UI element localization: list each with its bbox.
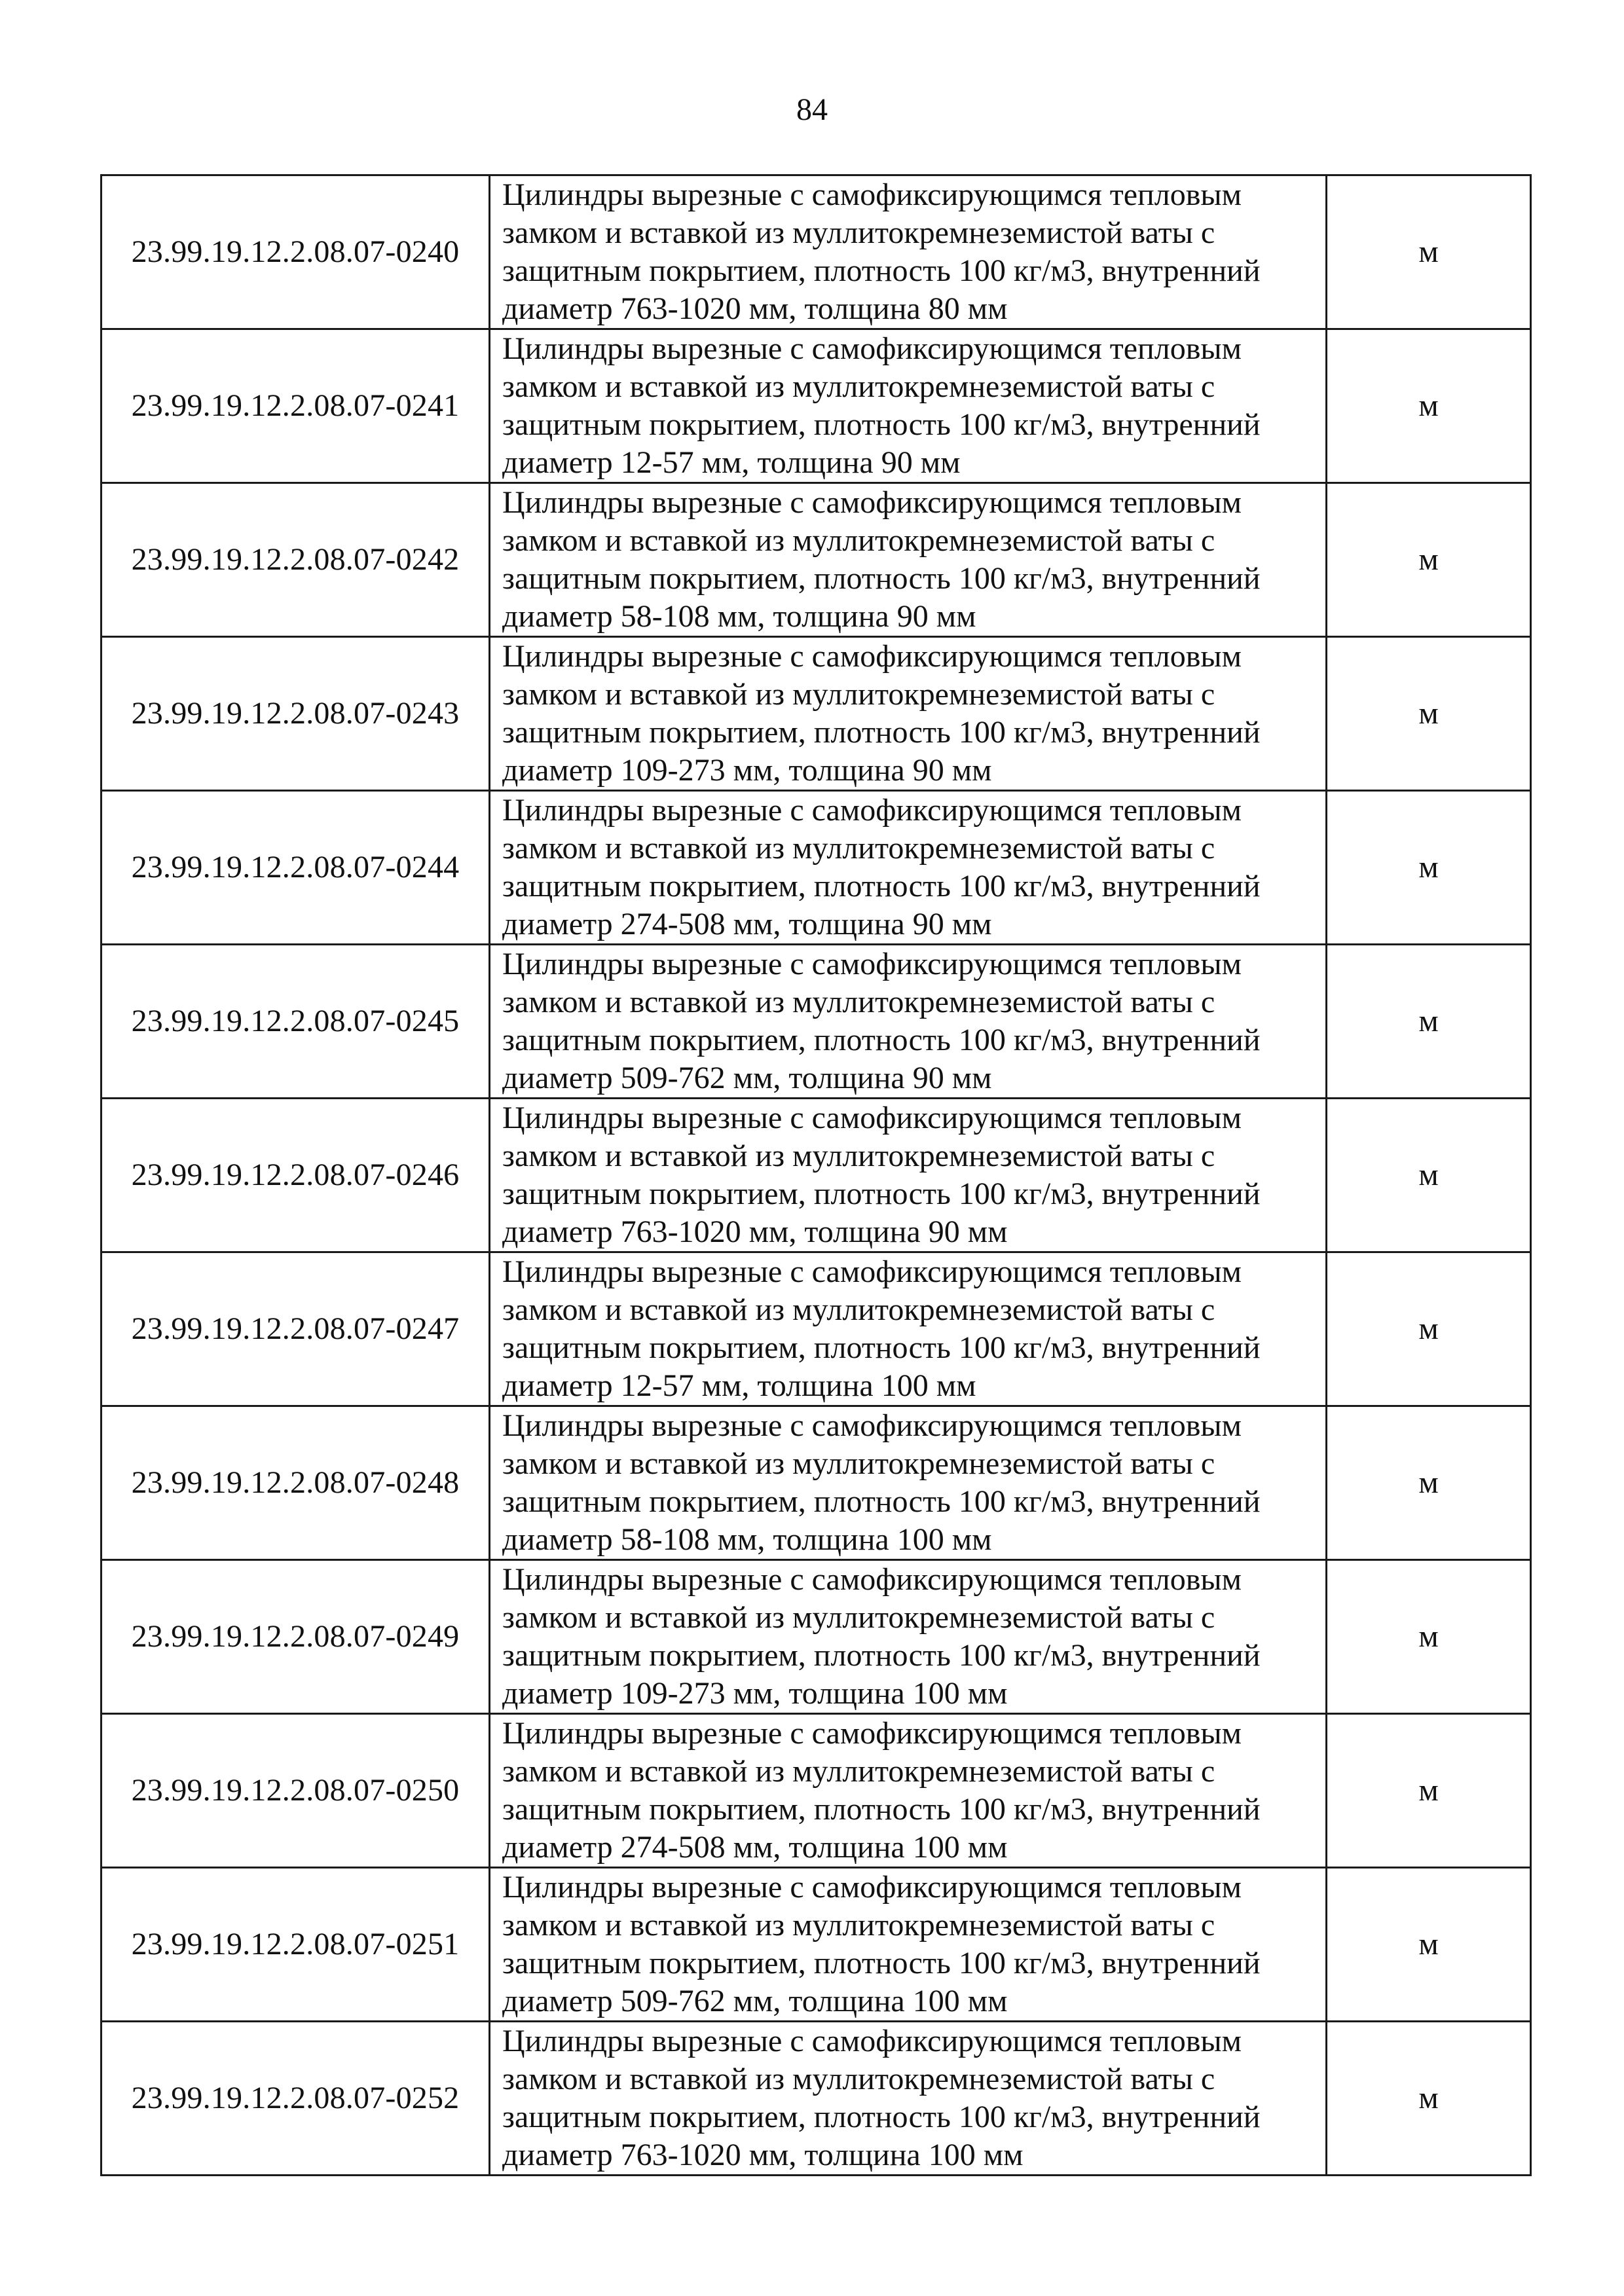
- description-line: Цилиндры вырезные с самофиксирующимся тепловым: [502, 639, 1242, 674]
- resource-code: 23.99.19.12.2.08.07-0242: [101, 483, 490, 637]
- description-line: замком и вставкой из муллитокремнеземистой ваты с: [502, 1600, 1215, 1635]
- description-line: замком и вставкой из муллитокремнеземистой ваты с: [502, 1446, 1215, 1481]
- description-line: диаметр 763-1020 мм, толщина 100 мм: [502, 2138, 1024, 2172]
- resource-code: 23.99.19.12.2.08.07-0241: [101, 329, 490, 483]
- description-line: Цилиндры вырезные с самофиксирующимся тепловым: [502, 947, 1242, 981]
- resource-description: [490, 175, 1327, 329]
- description-line: защитным покрытием, плотность 100 кг/м3, внутренний: [502, 253, 1261, 288]
- unit-of-measure: м: [1327, 791, 1531, 945]
- table-row: [101, 2022, 1531, 2176]
- description-line: защитным покрытием, плотность 100 кг/м3, внутренний: [502, 1484, 1261, 1519]
- description-line: Цилиндры вырезные с самофиксирующимся тепловым: [502, 2024, 1242, 2058]
- description-line: диаметр 509-762 мм, толщина 100 мм: [502, 1984, 1008, 2018]
- description-line: Цилиндры вырезные с самофиксирующимся тепловым: [502, 1870, 1242, 1904]
- resource-code: 23.99.19.12.2.08.07-0248: [101, 1406, 490, 1560]
- description-line: замком и вставкой из муллитокремнеземистой ваты с: [502, 831, 1215, 866]
- description-line: защитным покрытием, плотность 100 кг/м3, внутренний: [502, 1176, 1261, 1211]
- resource-description: [490, 1252, 1327, 1406]
- table-row: [101, 1868, 1531, 2022]
- description-line: Цилиндры вырезные с самофиксирующимся тепловым: [502, 177, 1242, 212]
- description-line: защитным покрытием, плотность 100 кг/м3, внутренний: [502, 2100, 1261, 2134]
- description-line: диаметр 109-273 мм, толщина 90 мм: [502, 753, 992, 788]
- description-line: диаметр 12-57 мм, толщина 100 мм: [502, 1368, 976, 1403]
- resource-description: [490, 637, 1327, 791]
- unit-of-measure: м: [1327, 637, 1531, 791]
- description-line: замком и вставкой из муллитокремнеземистой ваты с: [502, 1908, 1215, 1942]
- table-row: [101, 1560, 1531, 1714]
- description-line: диаметр 109-273 мм, толщина 100 мм: [502, 1676, 1008, 1711]
- resource-code: 23.99.19.12.2.08.07-0249: [101, 1560, 490, 1714]
- unit-of-measure: м: [1327, 329, 1531, 483]
- resource-description: [490, 791, 1327, 945]
- unit-of-measure: м: [1327, 1099, 1531, 1252]
- description-line: защитным покрытием, плотность 100 кг/м3, внутренний: [502, 1330, 1261, 1365]
- resource-code: 23.99.19.12.2.08.07-0245: [101, 945, 490, 1099]
- resource-table: [100, 174, 1532, 2176]
- description-line: защитным покрытием, плотность 100 кг/м3, внутренний: [502, 715, 1261, 750]
- description-line: Цилиндры вырезные с самофиксирующимся тепловым: [502, 793, 1242, 828]
- description-line: замком и вставкой из муллитокремнеземистой ваты с: [502, 215, 1215, 250]
- description-line: защитным покрытием, плотность 100 кг/м3, внутренний: [502, 869, 1261, 903]
- table-row: [101, 791, 1531, 945]
- table-row: [101, 329, 1531, 483]
- resource-description: [490, 1868, 1327, 2022]
- description-line: диаметр 763-1020 мм, толщина 90 мм: [502, 1214, 1008, 1249]
- table-row: [101, 483, 1531, 637]
- unit-of-measure: м: [1327, 1252, 1531, 1406]
- table-row: [101, 1714, 1531, 1868]
- description-line: диаметр 274-508 мм, толщина 100 мм: [502, 1830, 1008, 1865]
- description-line: Цилиндры вырезные с самофиксирующимся тепловым: [502, 1408, 1242, 1443]
- unit-of-measure: м: [1327, 483, 1531, 637]
- resource-code: 23.99.19.12.2.08.07-0240: [101, 175, 490, 329]
- description-line: диаметр 12-57 мм, толщина 90 мм: [502, 445, 961, 480]
- resource-code: 23.99.19.12.2.08.07-0247: [101, 1252, 490, 1406]
- description-line: диаметр 58-108 мм, толщина 90 мм: [502, 599, 976, 634]
- resource-description: [490, 2022, 1327, 2176]
- description-line: защитным покрытием, плотность 100 кг/м3, внутренний: [502, 1946, 1261, 1980]
- unit-of-measure: м: [1327, 945, 1531, 1099]
- description-line: Цилиндры вырезные с самофиксирующимся тепловым: [502, 1716, 1242, 1751]
- unit-of-measure: м: [1327, 1406, 1531, 1560]
- description-line: замком и вставкой из муллитокремнеземистой ваты с: [502, 2062, 1215, 2096]
- resource-code: 23.99.19.12.2.08.07-0243: [101, 637, 490, 791]
- description-line: защитным покрытием, плотность 100 кг/м3, внутренний: [502, 561, 1261, 596]
- table-row: [101, 1252, 1531, 1406]
- description-line: Цилиндры вырезные с самофиксирующимся тепловым: [502, 1254, 1242, 1289]
- unit-of-measure: м: [1327, 2022, 1531, 2176]
- description-line: Цилиндры вырезные с самофиксирующимся тепловым: [502, 1562, 1242, 1597]
- table-row: [101, 1406, 1531, 1560]
- description-line: диаметр 509-762 мм, толщина 90 мм: [502, 1061, 992, 1095]
- table-row: [101, 637, 1531, 791]
- unit-of-measure: м: [1327, 1560, 1531, 1714]
- description-line: защитным покрытием, плотность 100 кг/м3, внутренний: [502, 1792, 1261, 1827]
- description-line: замком и вставкой из муллитокремнеземистой ваты с: [502, 369, 1215, 404]
- description-line: Цилиндры вырезные с самофиксирующимся тепловым: [502, 1101, 1242, 1135]
- resource-description: [490, 483, 1327, 637]
- description-line: замком и вставкой из муллитокремнеземистой ваты с: [502, 677, 1215, 712]
- description-line: замком и вставкой из муллитокремнеземистой ваты с: [502, 1139, 1215, 1173]
- resource-description: [490, 1714, 1327, 1868]
- page-number: 84: [796, 92, 828, 127]
- description-line: защитным покрытием, плотность 100 кг/м3, внутренний: [502, 407, 1261, 442]
- resource-description: [490, 1099, 1327, 1252]
- unit-of-measure: м: [1327, 1868, 1531, 2022]
- resource-description: [490, 1406, 1327, 1560]
- resource-code: 23.99.19.12.2.08.07-0244: [101, 791, 490, 945]
- description-line: диаметр 58-108 мм, толщина 100 мм: [502, 1522, 992, 1557]
- resource-description: [490, 329, 1327, 483]
- description-line: замком и вставкой из муллитокремнеземистой ваты с: [502, 1292, 1215, 1327]
- description-line: защитным покрытием, плотность 100 кг/м3, внутренний: [502, 1638, 1261, 1673]
- description-line: замком и вставкой из муллитокремнеземистой ваты с: [502, 1754, 1215, 1789]
- unit-of-measure: м: [1327, 175, 1531, 329]
- table-row: [101, 945, 1531, 1099]
- description-line: замком и вставкой из муллитокремнеземистой ваты с: [502, 523, 1215, 558]
- table-row: [101, 1099, 1531, 1252]
- table-row: [101, 175, 1531, 329]
- resource-code: 23.99.19.12.2.08.07-0252: [101, 2022, 490, 2176]
- resource-description: [490, 1560, 1327, 1714]
- description-line: диаметр 274-508 мм, толщина 90 мм: [502, 907, 992, 941]
- description-line: защитным покрытием, плотность 100 кг/м3, внутренний: [502, 1023, 1261, 1057]
- description-line: Цилиндры вырезные с самофиксирующимся тепловым: [502, 331, 1242, 366]
- resource-code: 23.99.19.12.2.08.07-0251: [101, 1868, 490, 2022]
- unit-of-measure: м: [1327, 1714, 1531, 1868]
- resource-description: [490, 945, 1327, 1099]
- resource-code: 23.99.19.12.2.08.07-0246: [101, 1099, 490, 1252]
- resource-code: 23.99.19.12.2.08.07-0250: [101, 1714, 490, 1868]
- description-line: Цилиндры вырезные с самофиксирующимся тепловым: [502, 485, 1242, 520]
- description-line: диаметр 763-1020 мм, толщина 80 мм: [502, 291, 1008, 326]
- description-line: замком и вставкой из муллитокремнеземистой ваты с: [502, 985, 1215, 1019]
